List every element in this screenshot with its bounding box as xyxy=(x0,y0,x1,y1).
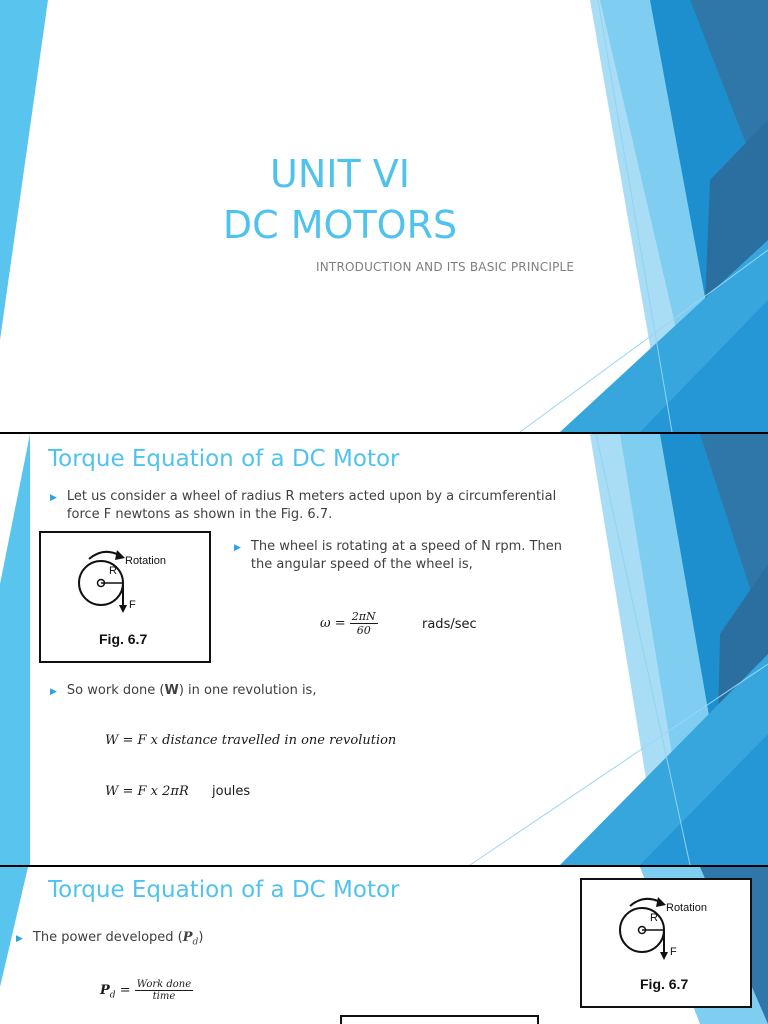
pd-numerator: Work done xyxy=(136,979,192,990)
title-slide xyxy=(0,0,768,432)
work-equation-2: W = F x 2πR xyxy=(105,784,189,799)
work-unit: joules xyxy=(212,784,251,799)
radius-label: R xyxy=(650,912,658,924)
bullet-text-pre: The power developed ( xyxy=(32,930,183,945)
torque-slide-1 xyxy=(0,434,768,865)
power-symbol: P xyxy=(182,930,193,945)
torque-slide-2 xyxy=(0,867,768,1024)
pd-subscript: d xyxy=(109,990,116,1001)
force-label: F xyxy=(129,599,136,611)
main-title-line-1: UNIT VI xyxy=(270,152,410,196)
omega-denominator: 60 xyxy=(356,624,371,637)
bullet-text-post: ) in one revolution is, xyxy=(178,683,317,698)
pd-fraction xyxy=(135,979,193,1002)
bullet-text xyxy=(67,682,317,701)
bullet-text: The wheel is rotating at a speed of N rpm. Then the angular speed of the wheel is, xyxy=(250,539,562,572)
bullet-arrow-icon: ▶ xyxy=(50,687,57,697)
pd-denominator: time xyxy=(152,991,176,1002)
main-title-line-2: DC MOTORS xyxy=(222,203,458,247)
cropped-box xyxy=(340,1015,539,1024)
bullet-text-bold: W xyxy=(164,683,179,698)
pd-symbol: P xyxy=(100,983,110,998)
pd-equals: = xyxy=(119,983,131,998)
radius-label: R xyxy=(109,565,117,577)
bullet-text-post: ) xyxy=(198,930,204,945)
bullet-power-developed xyxy=(16,929,416,952)
omega-numerator: 2πN xyxy=(351,610,376,623)
figure-caption: Fig. 6.7 xyxy=(99,631,148,647)
force-label: F xyxy=(670,946,677,958)
figure-caption: Fig. 6.7 xyxy=(640,976,689,992)
bullet-text: Let us consider a wheel of radius R meters acted upon by a circumferential force F newtons as shown in the Fig. 6.7. xyxy=(66,489,557,522)
rotation-label: Rotation xyxy=(666,902,707,914)
omega-unit: rads/sec xyxy=(422,617,477,632)
omega-equation xyxy=(320,610,378,637)
slide-title: Torque Equation of a DC Motor xyxy=(48,877,400,903)
omega-fraction xyxy=(350,610,378,637)
bullet-work-done xyxy=(50,682,550,701)
bullet-text-pre: So work done ( xyxy=(66,683,165,698)
work-equation-1: W = F x distance travelled in one revolution xyxy=(105,733,397,748)
omega-lhs: ω = xyxy=(320,616,346,631)
power-equation xyxy=(100,979,193,1002)
bullet-angular-speed xyxy=(234,538,574,574)
figure-6-7 xyxy=(580,878,752,1008)
rotation-label: Rotation xyxy=(125,555,166,567)
subtitle: INTRODUCTION AND ITS BASIC PRINCIPLE xyxy=(316,260,575,274)
bullet-arrow-icon: ▶ xyxy=(16,934,23,944)
bullet-arrow-icon: ▶ xyxy=(234,543,241,553)
slide-title: Torque Equation of a DC Motor xyxy=(48,446,400,472)
bullet-text xyxy=(33,929,203,952)
power-subscript: d xyxy=(192,937,199,948)
bullet-wheel-radius xyxy=(50,488,570,524)
figure-6-7 xyxy=(39,531,211,663)
bullet-arrow-icon: ▶ xyxy=(50,493,57,503)
